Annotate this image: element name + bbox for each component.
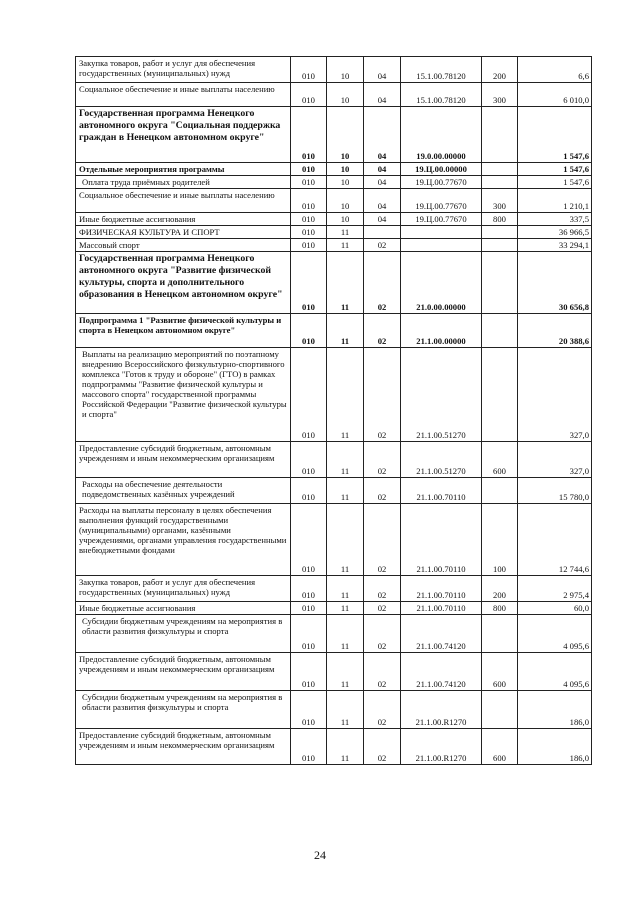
target-article-cell: 21.1.00.70110	[401, 576, 482, 602]
item-name-cell: Государственная программа Ненецкого автономного округа "Социальная поддержка граждан в Ненецком автономном округе"	[76, 107, 291, 163]
ministry-code-cell: 010	[291, 314, 327, 348]
expense-type-cell: 600	[482, 442, 518, 478]
amount-cell: 6 010,0	[518, 83, 592, 107]
item-name-cell: Закупка товаров, работ и услуг для обеспечения государственных (муниципальных) нужд	[76, 57, 291, 83]
subsection-code-cell: 04	[364, 213, 401, 226]
table-row	[76, 226, 592, 239]
section-code-cell: 11	[327, 653, 364, 691]
expense-type-cell	[482, 478, 518, 504]
table-row	[76, 163, 592, 176]
target-article-cell: 19.0.00.00000	[401, 107, 482, 163]
subsection-code-cell: 02	[364, 576, 401, 602]
amount-cell: 20 388,6	[518, 314, 592, 348]
item-name-cell: Субсидии бюджетным учреждениям на мероприятия в области развития физкультуры и спорта	[76, 615, 291, 653]
subsection-code-cell: 04	[364, 176, 401, 189]
item-name-cell: ФИЗИЧЕСКАЯ КУЛЬТУРА И СПОРТ	[76, 226, 291, 239]
item-name-cell: Предоставление субсидий бюджетным, автономным учреждениям и иным некоммерческим организациям	[76, 729, 291, 765]
ministry-code-cell: 010	[291, 239, 327, 252]
section-code-cell: 11	[327, 252, 364, 314]
section-code-cell: 11	[327, 226, 364, 239]
section-code-cell: 11	[327, 576, 364, 602]
table-row	[76, 615, 592, 653]
expense-type-cell	[482, 226, 518, 239]
ministry-code-cell: 010	[291, 504, 327, 576]
subsection-code-cell	[364, 226, 401, 239]
section-code-cell: 10	[327, 176, 364, 189]
target-article-cell: 19.Ц.00.77670	[401, 189, 482, 213]
amount-cell: 327,0	[518, 442, 592, 478]
amount-cell: 1 547,6	[518, 163, 592, 176]
target-article-cell	[401, 226, 482, 239]
table-row	[76, 348, 592, 442]
target-article-cell: 21.1.00.51270	[401, 348, 482, 442]
subsection-code-cell: 02	[364, 602, 401, 615]
ministry-code-cell: 010	[291, 576, 327, 602]
expense-type-cell	[482, 252, 518, 314]
table-row	[76, 239, 592, 252]
section-code-cell: 11	[327, 314, 364, 348]
ministry-code-cell: 010	[291, 602, 327, 615]
ministry-code-cell: 010	[291, 57, 327, 83]
budget-table-sheet	[75, 56, 591, 765]
amount-cell: 1 547,6	[518, 107, 592, 163]
section-code-cell: 11	[327, 729, 364, 765]
expense-type-cell	[482, 615, 518, 653]
table-row	[76, 189, 592, 213]
expense-type-cell: 800	[482, 213, 518, 226]
section-code-cell: 11	[327, 478, 364, 504]
subsection-code-cell: 02	[364, 239, 401, 252]
ministry-code-cell: 010	[291, 176, 327, 189]
target-article-cell	[401, 239, 482, 252]
section-code-cell: 11	[327, 615, 364, 653]
section-code-cell: 10	[327, 189, 364, 213]
expense-type-cell: 200	[482, 57, 518, 83]
item-name-cell: Иные бюджетные ассигнования	[76, 213, 291, 226]
expense-type-cell: 600	[482, 653, 518, 691]
table-row	[76, 576, 592, 602]
item-name-cell: Расходы на выплаты персоналу в целях обеспечения выполнения функций государственными (муниципальными) органами, казёнными учреждениями, органами управления государственными внебюджетными фондами	[76, 504, 291, 576]
expense-type-cell: 300	[482, 189, 518, 213]
table-row	[76, 213, 592, 226]
ministry-code-cell: 010	[291, 615, 327, 653]
table-row	[76, 442, 592, 478]
item-name-cell: Оплата труда приёмных родителей	[76, 176, 291, 189]
target-article-cell: 21.1.00.R1270	[401, 729, 482, 765]
amount-cell: 2 975,4	[518, 576, 592, 602]
section-code-cell: 10	[327, 163, 364, 176]
subsection-code-cell: 02	[364, 653, 401, 691]
amount-cell: 33 294,1	[518, 239, 592, 252]
amount-cell: 12 744,6	[518, 504, 592, 576]
amount-cell: 186,0	[518, 691, 592, 729]
expense-type-cell	[482, 314, 518, 348]
section-code-cell: 10	[327, 83, 364, 107]
page-number: 24	[314, 848, 326, 862]
target-article-cell: 21.1.00.74120	[401, 653, 482, 691]
table-row	[76, 252, 592, 314]
subsection-code-cell: 02	[364, 252, 401, 314]
subsection-code-cell: 04	[364, 107, 401, 163]
item-name-cell: Массовый спорт	[76, 239, 291, 252]
section-code-cell: 11	[327, 691, 364, 729]
budget-rows	[76, 57, 592, 765]
target-article-cell: 19.Ц.00.00000	[401, 163, 482, 176]
ministry-code-cell: 010	[291, 163, 327, 176]
ministry-code-cell: 010	[291, 653, 327, 691]
amount-cell: 4 095,6	[518, 653, 592, 691]
ministry-code-cell: 010	[291, 478, 327, 504]
subsection-code-cell: 02	[364, 348, 401, 442]
amount-cell: 1 210,1	[518, 189, 592, 213]
section-code-cell: 11	[327, 239, 364, 252]
item-name-cell: Социальное обеспечение и иные выплаты населению	[76, 189, 291, 213]
item-name-cell: Выплаты на реализацию мероприятий по поэтапному внедрению Всероссийского физкультурно-спортивного комплекса "Готов к труду и обороне" (ГТО) в рамках подпрограммы "Развитие физической культуры и массового спорта" государственной программы Российской Федерации "Развитие физической культуры и спорта"	[76, 348, 291, 442]
expense-type-cell	[482, 107, 518, 163]
expense-type-cell	[482, 163, 518, 176]
target-article-cell: 21.1.00.R1270	[401, 691, 482, 729]
item-name-cell: Предоставление субсидий бюджетным, автономным учреждениям и иным некоммерческим организациям	[76, 442, 291, 478]
target-article-cell: 21.1.00.00000	[401, 314, 482, 348]
expense-type-cell	[482, 176, 518, 189]
amount-cell: 30 656,8	[518, 252, 592, 314]
amount-cell: 327,0	[518, 348, 592, 442]
table-row	[76, 176, 592, 189]
subsection-code-cell: 02	[364, 478, 401, 504]
target-article-cell: 21.1.00.51270	[401, 442, 482, 478]
amount-cell: 60,0	[518, 602, 592, 615]
section-code-cell: 10	[327, 213, 364, 226]
item-name-cell: Подпрограмма 1 "Развитие физической культуры и спорта в Ненецком автономном округе"	[76, 314, 291, 348]
section-code-cell: 11	[327, 442, 364, 478]
section-code-cell: 10	[327, 107, 364, 163]
expense-type-cell: 800	[482, 602, 518, 615]
subsection-code-cell: 02	[364, 691, 401, 729]
amount-cell: 6,6	[518, 57, 592, 83]
target-article-cell: 21.0.00.00000	[401, 252, 482, 314]
ministry-code-cell: 010	[291, 189, 327, 213]
subsection-code-cell: 02	[364, 314, 401, 348]
table-row	[76, 504, 592, 576]
item-name-cell: Отдельные мероприятия программы	[76, 163, 291, 176]
expense-type-cell	[482, 691, 518, 729]
ministry-code-cell: 010	[291, 442, 327, 478]
expense-type-cell: 300	[482, 83, 518, 107]
section-code-cell: 10	[327, 57, 364, 83]
ministry-code-cell: 010	[291, 213, 327, 226]
amount-cell: 15 780,0	[518, 478, 592, 504]
target-article-cell: 15.1.00.78120	[401, 57, 482, 83]
target-article-cell: 21.1.00.70110	[401, 504, 482, 576]
amount-cell: 186,0	[518, 729, 592, 765]
subsection-code-cell: 02	[364, 729, 401, 765]
table-row	[76, 653, 592, 691]
ministry-code-cell: 010	[291, 252, 327, 314]
item-name-cell: Субсидии бюджетным учреждениям на мероприятия в области развития физкультуры и спорта	[76, 691, 291, 729]
ministry-code-cell: 010	[291, 83, 327, 107]
target-article-cell: 15.1.00.78120	[401, 83, 482, 107]
ministry-code-cell: 010	[291, 348, 327, 442]
table-row	[76, 691, 592, 729]
item-name-cell: Иные бюджетные ассигнования	[76, 602, 291, 615]
item-name-cell: Предоставление субсидий бюджетным, автономным учреждениям и иным некоммерческим организациям	[76, 653, 291, 691]
table-row	[76, 314, 592, 348]
table-row	[76, 57, 592, 83]
section-code-cell: 11	[327, 602, 364, 615]
table-row	[76, 729, 592, 765]
target-article-cell: 21.1.00.70110	[401, 602, 482, 615]
ministry-code-cell: 010	[291, 729, 327, 765]
subsection-code-cell: 04	[364, 163, 401, 176]
section-code-cell: 11	[327, 348, 364, 442]
item-name-cell: Социальное обеспечение и иные выплаты населению	[76, 83, 291, 107]
target-article-cell: 19.Ц.00.77670	[401, 176, 482, 189]
target-article-cell: 21.1.00.74120	[401, 615, 482, 653]
subsection-code-cell: 02	[364, 615, 401, 653]
amount-cell: 4 095,6	[518, 615, 592, 653]
expense-type-cell: 100	[482, 504, 518, 576]
subsection-code-cell: 04	[364, 57, 401, 83]
subsection-code-cell: 04	[364, 83, 401, 107]
target-article-cell: 21.1.00.70110	[401, 478, 482, 504]
item-name-cell: Закупка товаров, работ и услуг для обеспечения государственных (муниципальных) нужд	[76, 576, 291, 602]
amount-cell: 36 966,5	[518, 226, 592, 239]
table-row	[76, 83, 592, 107]
table-row	[76, 602, 592, 615]
ministry-code-cell: 010	[291, 107, 327, 163]
expense-type-cell	[482, 239, 518, 252]
item-name-cell: Государственная программа Ненецкого автономного округа "Развитие физической культуры, спорта и дополнительного образования в Ненецком автономном округе"	[76, 252, 291, 314]
subsection-code-cell: 04	[364, 189, 401, 213]
target-article-cell: 19.Ц.00.77670	[401, 213, 482, 226]
table-row	[76, 478, 592, 504]
expense-type-cell: 200	[482, 576, 518, 602]
item-name-cell: Расходы на обеспечение деятельности подведомственных казённых учреждений	[76, 478, 291, 504]
table-row	[76, 107, 592, 163]
section-code-cell: 11	[327, 504, 364, 576]
ministry-code-cell: 010	[291, 226, 327, 239]
ministry-code-cell: 010	[291, 691, 327, 729]
amount-cell: 337,5	[518, 213, 592, 226]
expense-type-cell: 600	[482, 729, 518, 765]
subsection-code-cell: 02	[364, 504, 401, 576]
expense-type-cell	[482, 348, 518, 442]
budget-table	[75, 56, 592, 765]
subsection-code-cell: 02	[364, 442, 401, 478]
amount-cell: 1 547,6	[518, 176, 592, 189]
